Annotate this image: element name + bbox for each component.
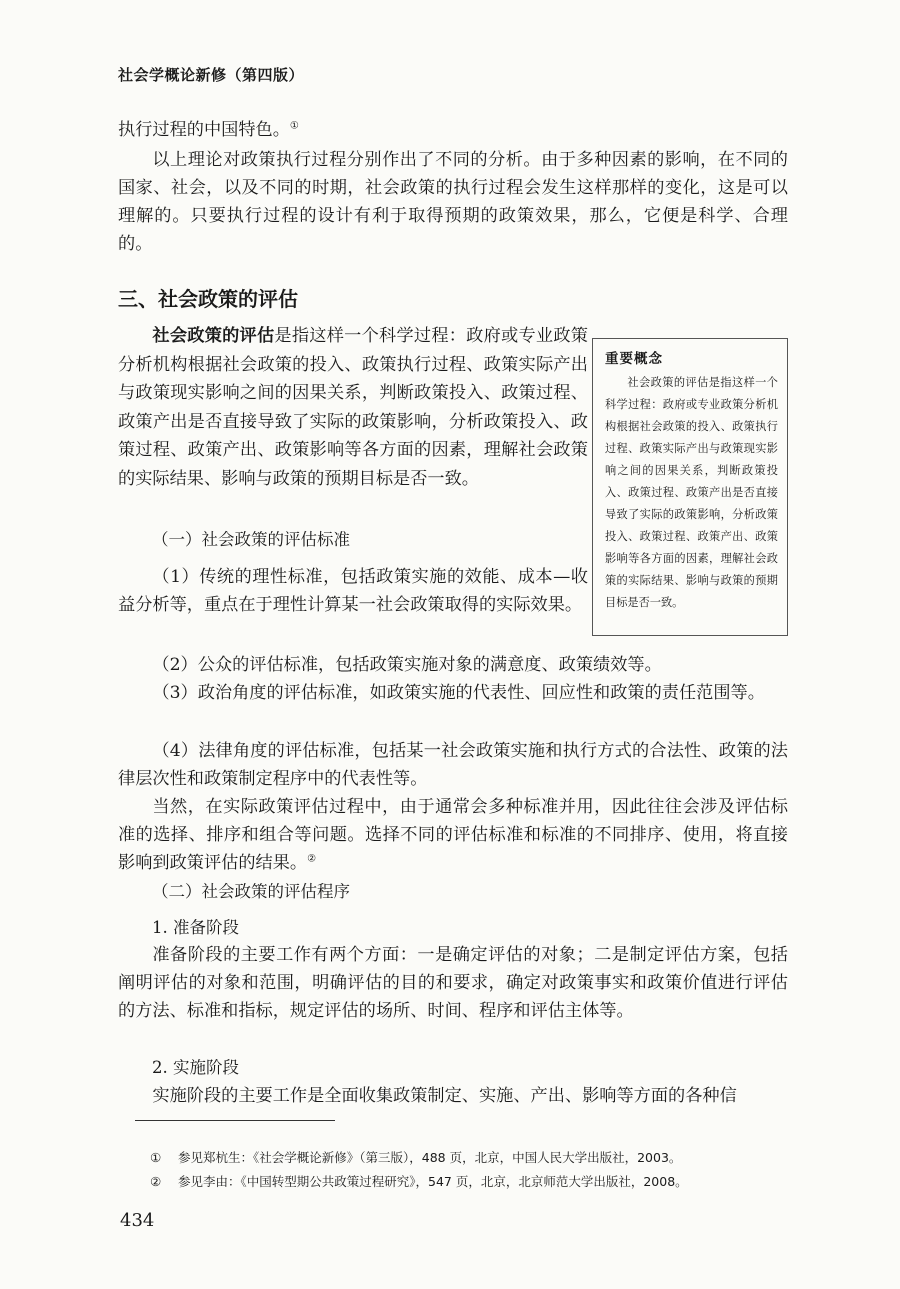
step-1-title: 1. 准备阶段 <box>152 918 239 937</box>
standard-item-2: （2）公众的评估标准，包括政策实施对象的满意度、政策绩效等。 <box>152 655 662 675</box>
footnote-ref-1[interactable]: ① <box>289 120 299 132</box>
paragraph-1: 执行过程的中国特色。① <box>118 120 299 140</box>
section-heading: 三、社会政策的评估 <box>118 287 298 311</box>
key-term: 社会政策的评估 <box>152 326 275 346</box>
standard-item-3: （3）政治角度的评估标准，如政策实施的代表性、回应性和政策的责任范围等。 <box>152 683 765 703</box>
key-concept-title: 重要概念 <box>605 351 663 367</box>
standard-item-4: （4）法律角度的评估标准，包括某一社会政策实施和执行方式的合法性、政策的法律层次性和政策制定程序中的代表性等。 <box>118 741 788 789</box>
definition-paragraph: 社会政策的评估是指这样一个科学过程：政府或专业政策分析机构根据社会政策的投入、政策执行过程、政策实际产出与政策现实影响之间的因果关系，判断政策投入、政策过程、政策产出是否直接导致了实际的政策影响，分析政策投入、政策过程、政策产出、政策影响等各方面的因素，理解社会政策的实际结果、影响与政策的预期目标是否一致。 <box>118 326 588 489</box>
page-number: 434 <box>120 1210 155 1231</box>
standard-item-1: （1）传统的理性标准，包括政策实施的效能、成本—收益分析等，重点在于理性计算某一社会政策取得的实际效果。 <box>118 567 588 615</box>
running-title: 社会学概论新修（第四版） <box>118 66 305 84</box>
footnote-divider <box>135 1120 335 1121</box>
paragraph-2: 以上理论对政策执行过程分别作出了不同的分析。由于多种因素的影响，在不同的国家、社会，以及不同的时期，社会政策的执行过程会发生这样那样的变化，这是可以理解的。只要执行过程的设计有利于取得预期的政策效果，那么，它便是科学、合理的。 <box>118 150 788 254</box>
key-concept-box <box>592 338 788 636</box>
key-concept-text: 社会政策的评估是指这样一个科学过程：政府或专业政策分析机构根据社会政策的投入、政策执行过程、政策实际产出与政策现实影响之间的因果关系，判断政策投入、政策过程、政策产出是否直接导致了实际的政策影响，分析政策投入、政策过程、政策产出、政策影响等各方面的因素，理解社会政策的实际结果、影响与政策的预期目标是否一致。 <box>605 376 778 609</box>
footnote-mark-2: ② <box>150 1174 162 1189</box>
conclusion-paragraph: 当然，在实际政策评估过程中，由于通常会多种标准并用，因此往往会涉及评估标准的选择、排序和组合等问题。选择不同的评估标准和标准的不同排序、使用，将直接影响到政策评估的结果。② <box>118 797 788 873</box>
footnote-ref-2[interactable]: ② <box>307 853 317 865</box>
footnote-mark-1: ① <box>150 1150 162 1165</box>
subsection-heading-procedure: （二）社会政策的评估程序 <box>152 882 350 901</box>
step-1-text: 准备阶段的主要工作有两个方面：一是确定评估的对象；二是制定评估方案，包括阐明评估的对象和范围，明确评估的目的和要求，确定对政策事实和政策价值进行评估的方法、标准和指标，规定评估的场所、时间、程序和评估主体等。 <box>118 945 788 1021</box>
step-2-title: 2. 实施阶段 <box>152 1058 239 1077</box>
footnote-1: ① 参见郑杭生：《社会学概论新修》（第三版），488 页，北京，中国人民大学出版社，2003。 <box>150 1150 682 1165</box>
subsection-heading-standards: （一）社会政策的评估标准 <box>152 530 350 549</box>
footnote-2: ② 参见李由：《中国转型期公共政策过程研究》，547 页，北京，北京师范大学出版社，2008。 <box>150 1174 688 1189</box>
step-2-text: 实施阶段的主要工作是全面收集政策制定、实施、产出、影响等方面的各种信 <box>152 1086 737 1106</box>
